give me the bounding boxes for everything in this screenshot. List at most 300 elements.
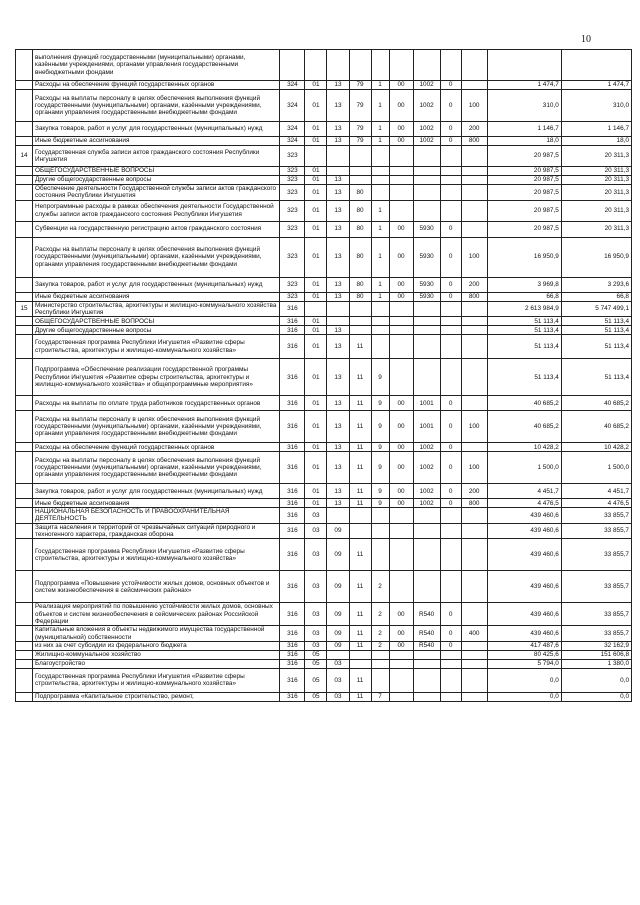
subcode-cell — [440, 176, 461, 185]
ministry-code-cell: 324 — [280, 122, 305, 137]
section-cell: 01 — [305, 277, 327, 292]
subsection-cell: 13 — [327, 452, 349, 484]
expense-direction-cell — [413, 650, 440, 659]
amount-year-2-cell: 51 113,4 — [561, 359, 631, 396]
direction-cell: 00 — [389, 603, 413, 626]
expense-direction-cell — [413, 167, 440, 176]
expense-type-cell — [461, 523, 487, 539]
amount-year-1-cell: 51 113,4 — [487, 317, 561, 326]
row-name-cell: Защита населения и территорий от чрезвычайных ситуаций природного и техногенного характера, гражданская оборона — [33, 523, 280, 539]
amount-year-2-cell: 1 500,0 — [561, 452, 631, 484]
program-cell: 11 — [349, 571, 371, 603]
row-number-cell — [16, 359, 33, 396]
row-name-cell: НАЦИОНАЛЬНАЯ БЕЗОПАСНОСТЬ И ПРАВООХРАНИТЕЛЬНАЯ ДЕЯТЕЛЬНОСТЬ — [33, 508, 280, 524]
row-name-cell: ОБЩЕГОСУДАРСТВЕННЫЕ ВОПРОСЫ — [33, 167, 280, 176]
row-number-cell: 15 — [16, 301, 33, 317]
subsection-cell: 13 — [327, 221, 349, 237]
row-name-cell: Расходы на выплаты по оплате труда работников государственных органов — [33, 396, 280, 411]
expense-type-cell — [461, 185, 487, 201]
expense-direction-cell: R540 — [413, 626, 440, 642]
expense-direction-cell — [413, 571, 440, 603]
amount-year-1-cell: 20 987,5 — [487, 221, 561, 237]
expense-type-cell — [461, 146, 487, 167]
expense-direction-cell: 1002 — [413, 452, 440, 484]
subcode-cell — [440, 185, 461, 201]
subsection-cell: 13 — [327, 411, 349, 443]
direction-cell — [389, 508, 413, 524]
ministry-code-cell: 323 — [280, 146, 305, 167]
row-number-cell — [16, 484, 33, 499]
row-name-cell: Благоустройство — [33, 659, 280, 668]
direction-cell — [389, 659, 413, 668]
table-row — [16, 523, 632, 539]
section-cell: 01 — [305, 81, 327, 90]
direction-cell — [389, 301, 413, 317]
subcode-cell: 0 — [440, 137, 461, 146]
row-name-cell: Подпрограмма «Повышение устойчивости жилых домов, основных объектов и систем жизнеобеспечения в сейсмических районах» — [33, 571, 280, 603]
amount-year-1-cell: 5 794,0 — [487, 659, 561, 668]
section-cell: 03 — [305, 603, 327, 626]
subcode-cell — [440, 335, 461, 359]
expense-type-cell — [461, 200, 487, 221]
amount-year-2-cell: 66,8 — [561, 292, 631, 301]
row-name-cell: Иные бюджетные ассигнования — [33, 137, 280, 146]
row-number-cell — [16, 326, 33, 335]
table-row — [16, 237, 632, 277]
section-cell: 01 — [305, 499, 327, 508]
amount-year-1-cell: 439 460,6 — [487, 539, 561, 571]
ministry-code-cell: 323 — [280, 221, 305, 237]
ministry-code-cell: 323 — [280, 185, 305, 201]
row-name-cell: Государственная служба записи актов гражданского состояния Республики Ингушетия — [33, 146, 280, 167]
table-row — [16, 571, 632, 603]
subcode-cell — [440, 508, 461, 524]
subprogram-cell — [371, 659, 389, 668]
row-number-cell — [16, 277, 33, 292]
amount-year-1-cell: 20 987,5 — [487, 176, 561, 185]
expense-direction-cell: 1002 — [413, 484, 440, 499]
ministry-code-cell: 316 — [280, 359, 305, 396]
row-number-cell — [16, 571, 33, 603]
subsection-cell: 13 — [327, 90, 349, 122]
expense-direction-cell — [413, 659, 440, 668]
section-cell: 01 — [305, 137, 327, 146]
ministry-code-cell: 316 — [280, 301, 305, 317]
direction-cell — [389, 326, 413, 335]
subprogram-cell — [371, 301, 389, 317]
expense-type-cell: 800 — [461, 292, 487, 301]
row-number-cell — [16, 692, 33, 701]
expense-direction-cell: 1002 — [413, 499, 440, 508]
ministry-code-cell: 316 — [280, 659, 305, 668]
subcode-cell — [440, 523, 461, 539]
direction-cell: 00 — [389, 499, 413, 508]
amount-year-1-cell: 439 460,6 — [487, 571, 561, 603]
direction-cell: 00 — [389, 90, 413, 122]
ministry-code-cell: 316 — [280, 603, 305, 626]
row-number-cell — [16, 335, 33, 359]
subprogram-cell: 9 — [371, 443, 389, 452]
row-name-cell: Закупка товаров, работ и услуг для государственных (муниципальных) нужд — [33, 122, 280, 137]
table-row — [16, 443, 632, 452]
subcode-cell: 0 — [440, 603, 461, 626]
table-row — [16, 641, 632, 650]
expense-direction-cell: R540 — [413, 641, 440, 650]
row-number-cell — [16, 396, 33, 411]
program-cell — [349, 167, 371, 176]
table-row — [16, 603, 632, 626]
direction-cell — [389, 539, 413, 571]
program-cell: 11 — [349, 626, 371, 642]
program-cell: 80 — [349, 200, 371, 221]
amount-year-1-cell: 439 460,6 — [487, 626, 561, 642]
expense-type-cell: 100 — [461, 452, 487, 484]
row-name-cell: Подпрограмма «Обеспечение реализации государственной программы Республики Ингушетия «Развитие сферы строительства, архитектуры и жилищно-коммунального хозяйства» и общепрограммные мероприятия» — [33, 359, 280, 396]
section-cell: 05 — [305, 659, 327, 668]
expense-type-cell — [461, 176, 487, 185]
table-row — [16, 659, 632, 668]
program-cell: 11 — [349, 484, 371, 499]
program-cell: 11 — [349, 539, 371, 571]
subcode-cell — [440, 326, 461, 335]
row-number-cell — [16, 626, 33, 642]
expense-direction-cell — [413, 317, 440, 326]
row-name-cell: Расходы на обеспечение функций государственных органов — [33, 443, 280, 452]
expense-type-cell — [461, 539, 487, 571]
expense-direction-cell — [413, 539, 440, 571]
amount-year-1-cell: 310,0 — [487, 90, 561, 122]
amount-year-2-cell: 20 311,3 — [561, 200, 631, 221]
amount-year-1-cell — [487, 50, 561, 81]
amount-year-1-cell: 10 428,2 — [487, 443, 561, 452]
program-cell: 79 — [349, 90, 371, 122]
subcode-cell: 0 — [440, 90, 461, 122]
ministry-code-cell: 323 — [280, 200, 305, 221]
amount-year-2-cell: 4 451,7 — [561, 484, 631, 499]
direction-cell: 00 — [389, 221, 413, 237]
subsection-cell: 13 — [327, 396, 349, 411]
ministry-code-cell: 323 — [280, 237, 305, 277]
table-row — [16, 301, 632, 317]
row-name-cell: Иные бюджетные ассигнования — [33, 499, 280, 508]
direction-cell — [389, 571, 413, 603]
direction-cell: 00 — [389, 641, 413, 650]
row-number-cell — [16, 237, 33, 277]
subsection-cell — [327, 508, 349, 524]
row-name-cell: Государственная программа Республики Ингушетия «Развитие сферы строительства, архитектуры и жилищно-коммунального хозяйства» — [33, 668, 280, 692]
expense-direction-cell — [413, 301, 440, 317]
subsection-cell: 13 — [327, 443, 349, 452]
amount-year-1-cell: 3 969,8 — [487, 277, 561, 292]
program-cell: 80 — [349, 221, 371, 237]
section-cell: 01 — [305, 335, 327, 359]
subprogram-cell — [371, 335, 389, 359]
row-name-cell: Непрограммные расходы в рамках обеспечения деятельности Государственной службы записи актов гражданского состояния Республики Ингушетия — [33, 200, 280, 221]
expense-direction-cell: R540 — [413, 603, 440, 626]
section-cell: 03 — [305, 626, 327, 642]
row-name-cell: Капитальные вложения в объекты недвижимого имущества государственной (муниципальной) собственности — [33, 626, 280, 642]
subcode-cell: 0 — [440, 122, 461, 137]
amount-year-2-cell: 33 855,7 — [561, 571, 631, 603]
ministry-code-cell: 316 — [280, 539, 305, 571]
direction-cell: 00 — [389, 137, 413, 146]
row-number-cell — [16, 523, 33, 539]
expense-type-cell — [461, 659, 487, 668]
row-name-cell: выполнения функций государственными (муниципальными) органами, казёнными учреждениями, органами управления государственными внебюджетными фондами — [33, 50, 280, 81]
ministry-code-cell: 316 — [280, 508, 305, 524]
row-number-cell — [16, 81, 33, 90]
program-cell: 79 — [349, 137, 371, 146]
subsection-cell — [327, 317, 349, 326]
expense-direction-cell — [413, 335, 440, 359]
program-cell: 11 — [349, 443, 371, 452]
table-row — [16, 292, 632, 301]
row-name-cell: Государственная программа Республики Ингушетия «Развитие сферы строительства, архитектуры и жилищно-коммунального хозяйства» — [33, 335, 280, 359]
section-cell — [305, 146, 327, 167]
expense-type-cell: 800 — [461, 137, 487, 146]
amount-year-2-cell: 51 113,4 — [561, 317, 631, 326]
subprogram-cell: 2 — [371, 641, 389, 650]
section-cell: 05 — [305, 668, 327, 692]
row-number-cell: 14 — [16, 146, 33, 167]
program-cell: 11 — [349, 411, 371, 443]
row-name-cell: Иные бюджетные ассигнования — [33, 292, 280, 301]
ministry-code-cell: 316 — [280, 443, 305, 452]
amount-year-1-cell: 4 451,7 — [487, 484, 561, 499]
table-row — [16, 539, 632, 571]
amount-year-1-cell: 20 987,5 — [487, 200, 561, 221]
subsection-cell: 03 — [327, 692, 349, 701]
amount-year-2-cell: 1 380,0 — [561, 659, 631, 668]
subcode-cell — [440, 146, 461, 167]
section-cell: 01 — [305, 90, 327, 122]
subsection-cell: 09 — [327, 626, 349, 642]
amount-year-2-cell: 10 428,2 — [561, 443, 631, 452]
amount-year-1-cell: 1 474,7 — [487, 81, 561, 90]
expense-direction-cell — [413, 185, 440, 201]
direction-cell — [389, 146, 413, 167]
expense-direction-cell: 5930 — [413, 292, 440, 301]
table-row — [16, 326, 632, 335]
amount-year-2-cell: 20 311,3 — [561, 167, 631, 176]
subprogram-cell — [371, 146, 389, 167]
subprogram-cell: 9 — [371, 396, 389, 411]
subcode-cell: 0 — [440, 221, 461, 237]
row-name-cell: Расходы на обеспечение функций государственных органов — [33, 81, 280, 90]
amount-year-1-cell: 20 987,5 — [487, 146, 561, 167]
program-cell — [349, 50, 371, 81]
amount-year-1-cell: 20 987,5 — [487, 185, 561, 201]
subcode-cell: 0 — [440, 484, 461, 499]
subprogram-cell: 9 — [371, 499, 389, 508]
table-row — [16, 90, 632, 122]
row-number-cell — [16, 185, 33, 201]
row-number-cell — [16, 50, 33, 81]
direction-cell — [389, 335, 413, 359]
row-name-cell: Расходы на выплаты персоналу в целях обеспечения выполнения функций государственными (муниципальными) органами, казёнными учреждениями, органами управления государственными внебюджетными фондами — [33, 237, 280, 277]
subcode-cell — [440, 668, 461, 692]
subsection-cell: 13 — [327, 484, 349, 499]
subcode-cell: 0 — [440, 292, 461, 301]
row-number-cell — [16, 167, 33, 176]
amount-year-1-cell: 51 113,4 — [487, 335, 561, 359]
direction-cell: 00 — [389, 443, 413, 452]
ministry-code-cell: 316 — [280, 641, 305, 650]
expense-direction-cell: 1001 — [413, 396, 440, 411]
subsection-cell: 13 — [327, 176, 349, 185]
table-row — [16, 185, 632, 201]
program-cell — [349, 650, 371, 659]
row-number-cell — [16, 603, 33, 626]
table-row — [16, 81, 632, 90]
expense-type-cell: 200 — [461, 122, 487, 137]
amount-year-1-cell: 66,8 — [487, 292, 561, 301]
subprogram-cell — [371, 668, 389, 692]
program-cell: 80 — [349, 185, 371, 201]
amount-year-1-cell: 4 476,5 — [487, 499, 561, 508]
amount-year-1-cell: 439 460,6 — [487, 603, 561, 626]
row-number-cell — [16, 499, 33, 508]
direction-cell — [389, 200, 413, 221]
section-cell: 03 — [305, 508, 327, 524]
table-row — [16, 650, 632, 659]
subprogram-cell: 2 — [371, 603, 389, 626]
direction-cell — [389, 692, 413, 701]
amount-year-1-cell: 439 460,6 — [487, 523, 561, 539]
program-cell: 80 — [349, 237, 371, 277]
section-cell: 01 — [305, 411, 327, 443]
ministry-code-cell: 324 — [280, 90, 305, 122]
expense-direction-cell — [413, 50, 440, 81]
subsection-cell: 09 — [327, 571, 349, 603]
subcode-cell: 0 — [440, 277, 461, 292]
section-cell: 01 — [305, 396, 327, 411]
subsection-cell: 13 — [327, 81, 349, 90]
expense-direction-cell: 1002 — [413, 137, 440, 146]
section-cell: 03 — [305, 523, 327, 539]
program-cell: 80 — [349, 292, 371, 301]
subprogram-cell: 1 — [371, 292, 389, 301]
subcode-cell: 0 — [440, 452, 461, 484]
amount-year-2-cell — [561, 50, 631, 81]
program-cell — [349, 508, 371, 524]
amount-year-2-cell: 151 606,8 — [561, 650, 631, 659]
row-name-cell: Расходы на выплаты персоналу в целях обеспечения выполнения функций государственными (муниципальными) органами, казёнными учреждениями, органами управления государственными внебюджетными фондами — [33, 90, 280, 122]
direction-cell — [389, 668, 413, 692]
amount-year-1-cell: 1 500,0 — [487, 452, 561, 484]
subcode-cell — [440, 659, 461, 668]
subsection-cell: 03 — [327, 659, 349, 668]
subsection-cell: 13 — [327, 292, 349, 301]
subprogram-cell — [371, 50, 389, 81]
subsection-cell: 13 — [327, 122, 349, 137]
ministry-code-cell: 316 — [280, 411, 305, 443]
expense-type-cell: 100 — [461, 237, 487, 277]
table-row — [16, 167, 632, 176]
row-name-cell: Субвенции на государственную регистрацию актов гражданского состояния — [33, 221, 280, 237]
expense-direction-cell — [413, 359, 440, 396]
table-row — [16, 137, 632, 146]
expense-direction-cell — [413, 200, 440, 221]
ministry-code-cell: 323 — [280, 176, 305, 185]
subprogram-cell: 2 — [371, 626, 389, 642]
ministry-code-cell: 316 — [280, 499, 305, 508]
section-cell: 01 — [305, 317, 327, 326]
expense-type-cell — [461, 650, 487, 659]
amount-year-1-cell: 51 113,4 — [487, 326, 561, 335]
amount-year-2-cell: 33 855,7 — [561, 523, 631, 539]
direction-cell: 00 — [389, 122, 413, 137]
table-row — [16, 335, 632, 359]
subcode-cell — [440, 539, 461, 571]
amount-year-1-cell: 2 613 984,9 — [487, 301, 561, 317]
subcode-cell — [440, 50, 461, 81]
ministry-code-cell: 316 — [280, 692, 305, 701]
program-cell: 79 — [349, 81, 371, 90]
subprogram-cell: 1 — [371, 81, 389, 90]
amount-year-2-cell: 20 311,3 — [561, 176, 631, 185]
subsection-cell: 13 — [327, 359, 349, 396]
subsection-cell: 13 — [327, 237, 349, 277]
subprogram-cell: 1 — [371, 277, 389, 292]
amount-year-2-cell: 33 855,7 — [561, 626, 631, 642]
amount-year-2-cell: 33 855,7 — [561, 603, 631, 626]
page-number: 10 — [581, 34, 591, 45]
direction-cell — [389, 176, 413, 185]
subcode-cell — [440, 359, 461, 396]
subsection-cell: 09 — [327, 603, 349, 626]
subsection-cell — [327, 650, 349, 659]
subsection-cell: 13 — [327, 137, 349, 146]
expense-direction-cell — [413, 668, 440, 692]
amount-year-2-cell: 5 747 499,1 — [561, 301, 631, 317]
subprogram-cell — [371, 317, 389, 326]
table-row — [16, 668, 632, 692]
direction-cell: 00 — [389, 292, 413, 301]
section-cell: 01 — [305, 292, 327, 301]
ministry-code-cell: 323 — [280, 277, 305, 292]
ministry-code-cell: 316 — [280, 484, 305, 499]
table-row — [16, 508, 632, 524]
subcode-cell: 0 — [440, 626, 461, 642]
subsection-cell: 09 — [327, 539, 349, 571]
row-number-cell — [16, 122, 33, 137]
subcode-cell — [440, 692, 461, 701]
row-number-cell — [16, 668, 33, 692]
expense-type-cell — [461, 641, 487, 650]
row-number-cell — [16, 508, 33, 524]
direction-cell — [389, 167, 413, 176]
program-cell: 80 — [349, 277, 371, 292]
expense-type-cell: 200 — [461, 484, 487, 499]
subprogram-cell: 1 — [371, 237, 389, 277]
subsection-cell — [327, 50, 349, 81]
program-cell: 11 — [349, 668, 371, 692]
expense-direction-cell — [413, 692, 440, 701]
amount-year-1-cell: 16 950,9 — [487, 237, 561, 277]
expense-direction-cell — [413, 326, 440, 335]
program-cell — [349, 326, 371, 335]
expense-type-cell — [461, 668, 487, 692]
program-cell — [349, 146, 371, 167]
expense-type-cell — [461, 50, 487, 81]
expense-type-cell — [461, 359, 487, 396]
expense-direction-cell — [413, 176, 440, 185]
table-row — [16, 452, 632, 484]
ministry-code-cell: 316 — [280, 668, 305, 692]
ministry-code-cell: 316 — [280, 626, 305, 642]
program-cell: 11 — [349, 359, 371, 396]
